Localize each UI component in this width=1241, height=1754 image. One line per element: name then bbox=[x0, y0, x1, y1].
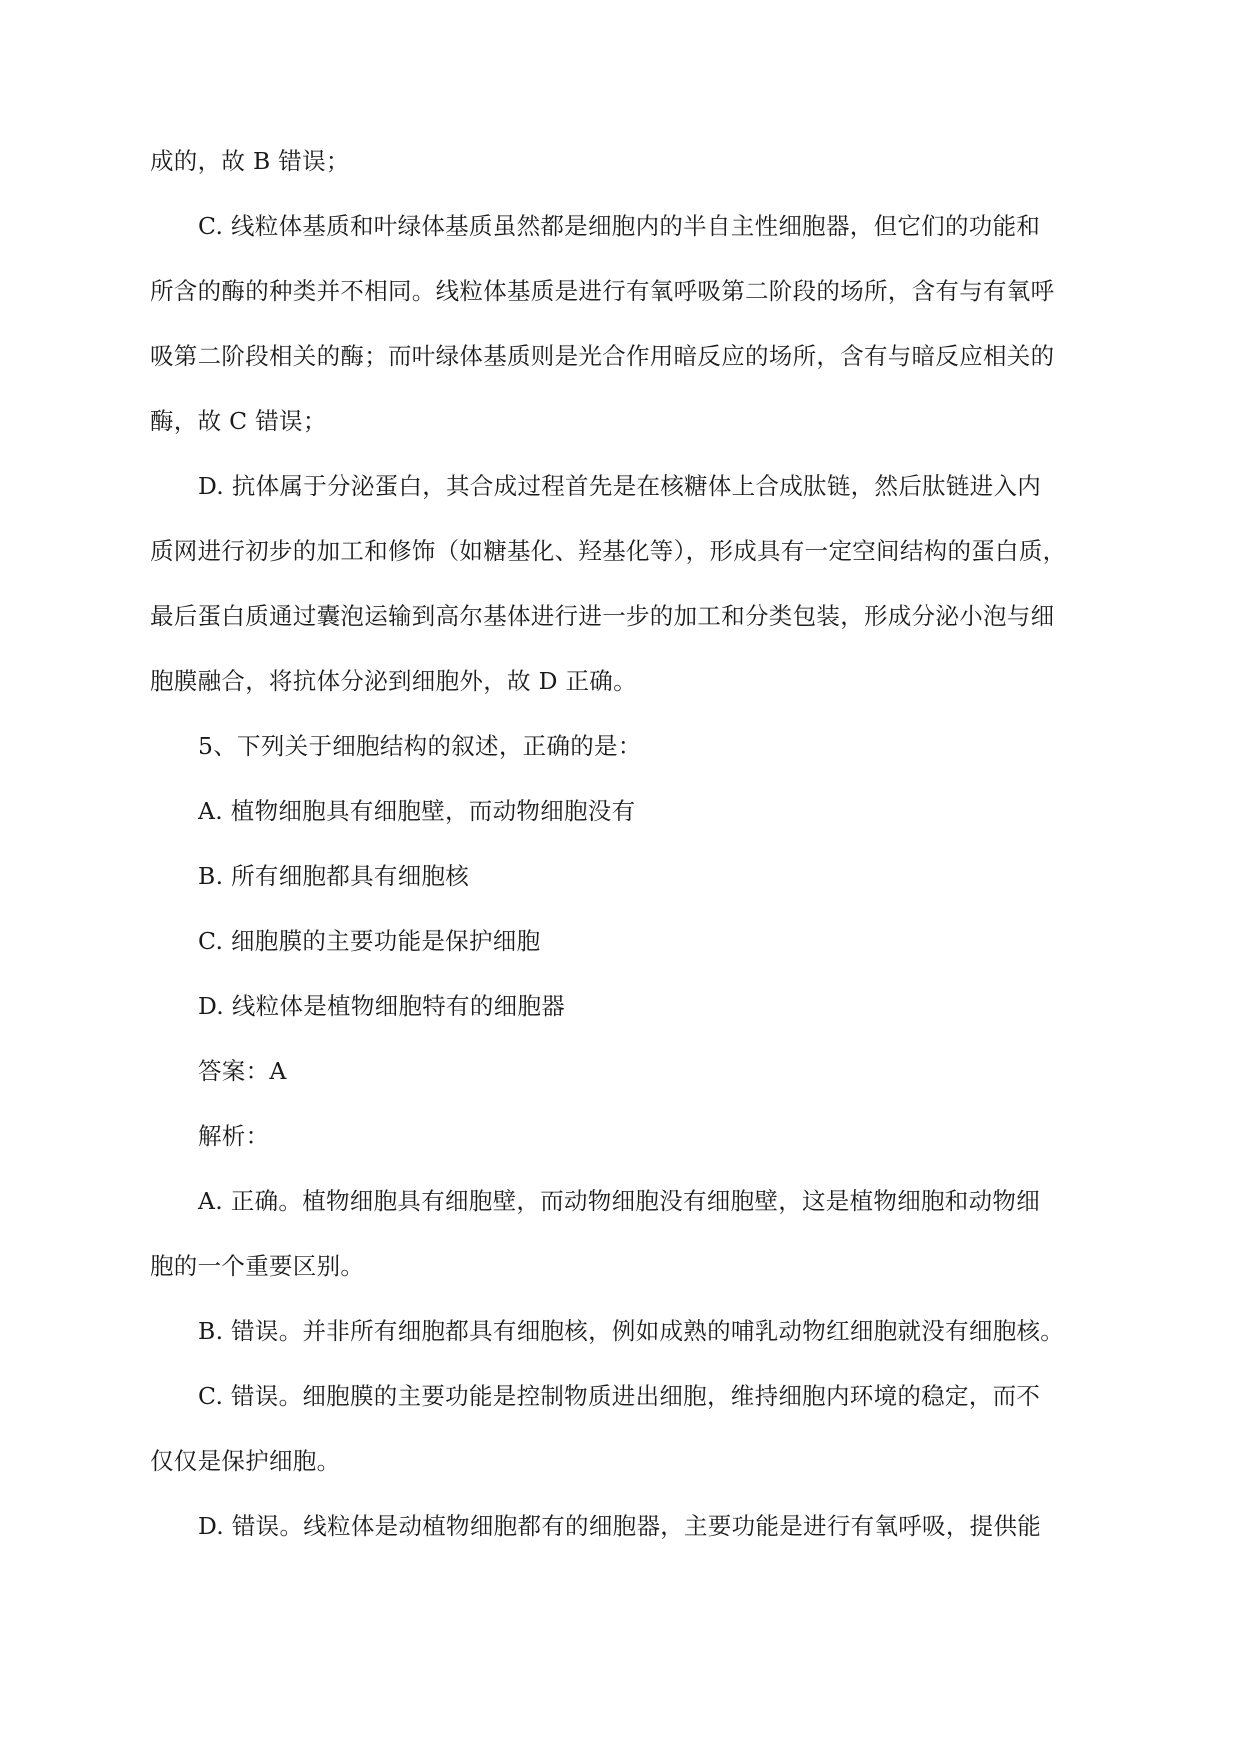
text-line: A. 正确。植物细胞具有细胞壁，而动物细胞没有细胞壁，这是植物细胞和动物细 bbox=[198, 1187, 1041, 1215]
text-line: 答案：A bbox=[198, 1057, 287, 1085]
text-line: 质网进行初步的加工和修饰（如糖基化、羟基化等），形成具有一定空间结构的蛋白质， bbox=[150, 537, 1067, 565]
question-5-option-b bbox=[150, 856, 1100, 921]
text-line: D. 错误。线粒体是动植物细胞都有的细胞器，主要功能是进行有氧呼吸，提供能 bbox=[198, 1512, 1042, 1540]
paragraph-option-d-explanation bbox=[150, 466, 1100, 726]
text-line: D. 抗体属于分泌蛋白，其合成过程首先是在核糖体上合成肽链，然后肽链进入内 bbox=[198, 472, 1042, 500]
text-line: 最后蛋白质通过囊泡运输到高尔基体进行进一步的加工和分类包装，形成分泌小泡与细 bbox=[150, 602, 1055, 630]
question-5-analysis-heading bbox=[150, 1116, 1100, 1181]
question-5-stem bbox=[150, 726, 1100, 791]
question-5-option-a bbox=[150, 791, 1100, 856]
text-line: B. 错误。并非所有细胞都具有细胞核，例如成熟的哺乳动物红细胞就没有细胞核。 bbox=[198, 1317, 1065, 1345]
text-line: B. 所有细胞都具有细胞核 bbox=[198, 862, 470, 890]
text-line: C. 细胞膜的主要功能是保护细胞 bbox=[198, 927, 541, 955]
question-5-answer bbox=[150, 1051, 1100, 1116]
analysis-option-c bbox=[150, 1376, 1100, 1506]
question-5-option-d bbox=[150, 986, 1100, 1051]
text-line: 胞的一个重要区别。 bbox=[150, 1252, 365, 1280]
text-line: A. 植物细胞具有细胞壁，而动物细胞没有 bbox=[198, 797, 636, 825]
text-line: C. 错误。细胞膜的主要功能是控制物质进出细胞，维持细胞内环境的稳定，而不 bbox=[198, 1382, 1041, 1410]
analysis-option-b bbox=[150, 1311, 1100, 1376]
analysis-option-d bbox=[150, 1506, 1100, 1571]
paragraph-option-c-explanation bbox=[150, 206, 1100, 466]
text-line: 所含的酶的种类并不相同。线粒体基质是进行有氧呼吸第二阶段的场所，含有与有氧呼 bbox=[150, 277, 1055, 305]
text-line: 仅仅是保护细胞。 bbox=[150, 1447, 341, 1475]
document-body bbox=[150, 141, 1100, 1571]
text-line: C. 线粒体基质和叶绿体基质虽然都是细胞内的半自主性细胞器，但它们的功能和 bbox=[198, 212, 1041, 240]
text-line: 解析： bbox=[198, 1122, 270, 1150]
text-line: 吸第二阶段相关的酶；而叶绿体基质则是光合作用暗反应的场所，含有与暗反应相关的 bbox=[150, 342, 1055, 370]
text-line: D. 线粒体是植物细胞特有的细胞器 bbox=[198, 992, 566, 1020]
paragraph-b-tail bbox=[150, 141, 1100, 206]
analysis-option-a bbox=[150, 1181, 1100, 1311]
text-line: 胞膜融合，将抗体分泌到细胞外，故 D 正确。 bbox=[150, 667, 637, 695]
text-line: 5、下列关于细胞结构的叙述，正确的是： bbox=[198, 732, 642, 760]
text-line: 酶，故 C 错误； bbox=[150, 407, 327, 435]
text-line: 成的，故 B 错误； bbox=[150, 147, 350, 175]
question-5-option-c bbox=[150, 921, 1100, 986]
